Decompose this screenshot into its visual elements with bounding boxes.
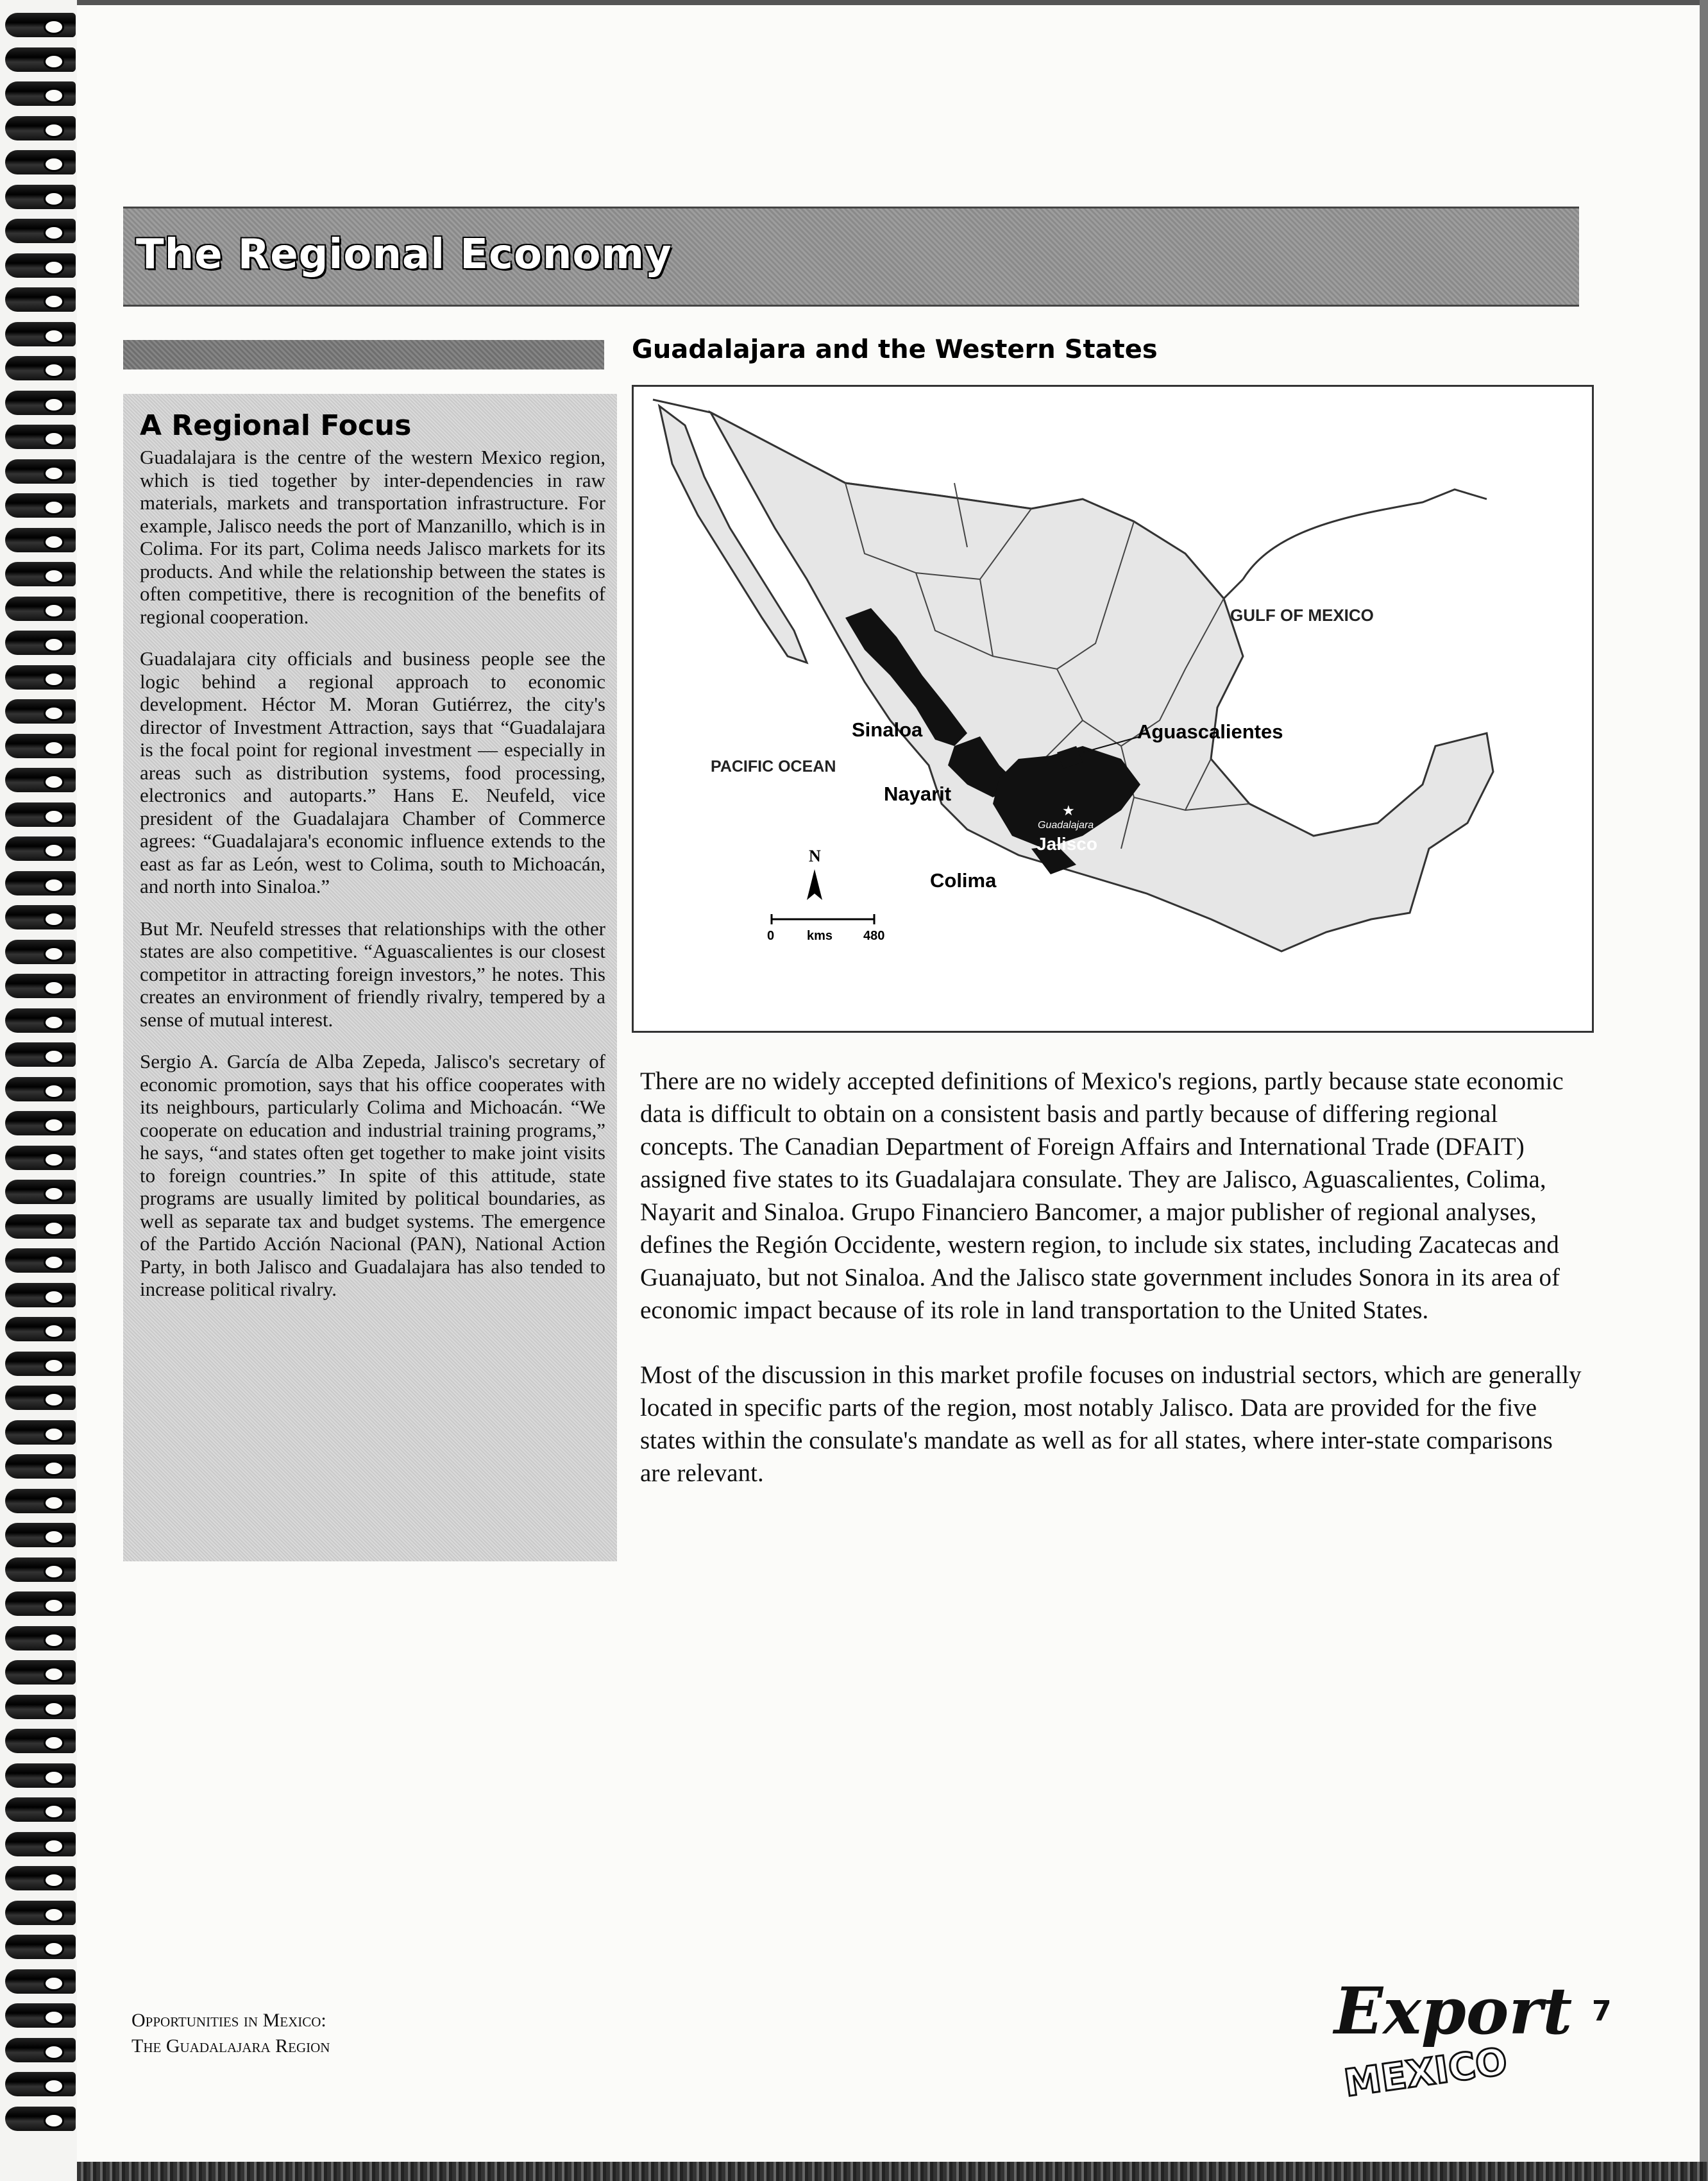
spiral-coil <box>5 1729 76 1753</box>
spiral-coil <box>5 1386 76 1410</box>
spiral-coil <box>5 1763 76 1788</box>
spiral-coil <box>5 1454 76 1479</box>
label-aguascalientes: Aguascalientes <box>1137 720 1283 743</box>
spiral-coil <box>5 974 76 998</box>
logo-bottom-text: MEXICO <box>1341 2039 1510 2105</box>
spiral-coil <box>5 665 76 690</box>
spiral-coil <box>5 493 76 518</box>
label-jalisco: Jalisco <box>1036 834 1097 854</box>
export-mexico-logo <box>1331 1963 1573 2110</box>
spiral-coil <box>5 1489 76 1513</box>
spiral-coil <box>5 1111 76 1135</box>
spiral-coil <box>5 13 76 37</box>
spiral-coil <box>5 2038 76 2062</box>
scale-unit: kms <box>807 929 833 943</box>
spiral-coil <box>5 322 76 346</box>
sidebar-paragraph: Guadalajara is the centre of the western Mexico region, which is tied together by inter-dependencies in raw materials, markets and transportation infrastructure. For example, Jalisco needs the port of Manzanillo, which is in Colima. For its part, Colima needs Jalisco markets for its products. And while the relationship between the states is often competitive, there is recognition of the benefits of regional cooperation. <box>140 446 605 628</box>
spiral-coil <box>5 1832 76 1856</box>
body-text <box>640 1065 1586 1522</box>
spiral-coil <box>5 802 76 827</box>
label-guadalajara: Guadalajara <box>1038 820 1094 831</box>
spiral-coil <box>5 150 76 174</box>
guadalajara-star-icon: ★ <box>1062 803 1075 819</box>
body-paragraph: There are no widely accepted definitions of Mexico's regions, partly because state economic data is difficult to obtain on a consistent basis and partly because of differing regional concepts. The Canadian Department of Foreign Affairs and International Trade (DFAIT) assigned five states to its Guadalajara consulate. They are Jalisco, Aguascalientes, Colima, Nayarit and Sinaloa. Grupo Financiero Bancomer, a major publisher of regional analyses, defines the Región Occidente, western region, to include six states, including Zacatecas and Guanajuato, but not Sinaloa. And the Jalisco state government includes Sonora in its area of economic impact because of its role in land transportation to the United States. <box>640 1067 1564 1324</box>
spiral-coil <box>5 116 76 140</box>
page-edge-top <box>77 0 1708 5</box>
scale-max: 480 <box>863 929 885 943</box>
spiral-coil <box>5 1146 76 1170</box>
spiral-coil <box>5 1008 76 1033</box>
spiral-coil <box>5 219 76 243</box>
spiral-coil <box>5 1214 76 1239</box>
spiral-coil <box>5 940 76 964</box>
logo-top-text: Export <box>1334 1973 1573 2049</box>
spiral-coil <box>5 81 76 106</box>
spiral-binding <box>0 0 83 2181</box>
spiral-coil <box>5 425 76 449</box>
north-arrow-icon <box>807 869 822 900</box>
spiral-coil <box>5 2072 76 2096</box>
footer-line-1: Opportunities in Mexico: <box>131 2010 326 2031</box>
body-paragraph: Most of the discussion in this market profile focuses on industrial sectors, which are generally located in specific parts of the region, most notably Jalisco. Data are provided for the five states within the consulate's mandate as well as for all states, where inter-state comparisons are relevant. <box>640 1361 1582 1487</box>
north-label: N <box>809 847 821 865</box>
gulf-coastline <box>1243 489 1487 579</box>
mexico-mainland <box>711 412 1493 951</box>
spiral-coil <box>5 699 76 724</box>
spiral-coil <box>5 1660 76 1685</box>
spiral-coil <box>5 1317 76 1341</box>
page-edge-bottom <box>77 2162 1708 2181</box>
map-figure <box>632 385 1594 1033</box>
spiral-coil <box>5 1695 76 1719</box>
sidebar-band <box>123 340 604 369</box>
spiral-coil <box>5 734 76 758</box>
spiral-coil <box>5 1797 76 1822</box>
spiral-coil <box>5 1901 76 1925</box>
map-section-title: Guadalajara and the Western States <box>632 335 1158 364</box>
sidebar-paragraph: But Mr. Neufeld stresses that relationships with the other states are also competitive. “Aguascalientes is our closest competitor in attracting foreign investors,” he notes. This creates an environment of friendly rivalry, tempered by a sense of mutual interest. <box>140 917 605 1031</box>
sidebar-heading: A Regional Focus <box>140 409 412 442</box>
spiral-coil <box>5 1042 76 1067</box>
sidebar-paragraph: Guadalajara city officials and business people see the logic behind a regional approach to economic development. Héctor M. Moran Gutiérrez, the city's director of Investment Attraction, says that “Guadalajara is the focal point for regional investment — especially in areas such as distribution systems, food processing, electronics and autoparts.” Hans E. Neufeld, vice president of the Guadalajara Chamber of Commerce agrees: “Guadalajara's economic influence extends to the east as far as León, west to Colima, south to Michoacán, and north into Sinaloa.” <box>140 647 605 897</box>
spiral-coil <box>5 287 76 312</box>
spiral-coil <box>5 47 76 72</box>
spiral-coil <box>5 905 76 929</box>
spiral-coil <box>5 1557 76 1582</box>
spiral-coil <box>5 1283 76 1307</box>
spiral-coil <box>5 1523 76 1547</box>
label-gulf: GULF OF MEXICO <box>1230 606 1374 625</box>
spiral-coil <box>5 356 76 380</box>
spiral-coil <box>5 1420 76 1445</box>
page-title: The Regional Economy <box>136 231 672 278</box>
spiral-coil <box>5 1248 76 1273</box>
spiral-coil <box>5 836 76 861</box>
spiral-coil <box>5 2107 76 2131</box>
page-number: 7 <box>1592 1995 1612 2028</box>
spiral-coil <box>5 1180 76 1204</box>
spiral-coil <box>5 562 76 586</box>
sidebar-box <box>123 394 617 1561</box>
spiral-coil <box>5 1626 76 1651</box>
spiral-coil <box>5 871 76 895</box>
spiral-coil <box>5 185 76 209</box>
spiral-coil <box>5 1352 76 1376</box>
scale-zero: 0 <box>767 929 775 943</box>
spiral-coil <box>5 528 76 552</box>
spiral-coil <box>5 391 76 415</box>
label-nayarit: Nayarit <box>884 783 952 805</box>
spiral-coil <box>5 459 76 484</box>
mexico-map <box>634 387 1592 1031</box>
spiral-coil <box>5 1591 76 1616</box>
spiral-coil <box>5 1077 76 1101</box>
label-sinaloa: Sinaloa <box>852 718 923 741</box>
spiral-coil <box>5 2003 76 2028</box>
footer-publication <box>131 2008 330 2059</box>
page-edge-right <box>1700 0 1708 2181</box>
spiral-coil <box>5 1935 76 1959</box>
spiral-coil <box>5 597 76 621</box>
label-colima: Colima <box>930 869 997 892</box>
spiral-coil <box>5 631 76 655</box>
spiral-coil <box>5 768 76 792</box>
footer-line-2: The Guadalajara Region <box>131 2035 330 2057</box>
spiral-coil <box>5 1969 76 1994</box>
spiral-coil <box>5 253 76 278</box>
spiral-coil <box>5 1866 76 1890</box>
label-pacific: PACIFIC OCEAN <box>711 758 836 776</box>
sidebar-paragraph: Sergio A. García de Alba Zepeda, Jalisco's secretary of economic promotion, says that his office cooperates with its neighbours, particularly Colima and Michoacán. “We cooperate on education and industrial training programs,” he says, “and states often get together to make joint visits to foreign countries.” In spite of this attitude, state programs are usually limited by political boundaries, as well as separate tax and budget systems. The emergence of the Partido Acción Nacional (PAN), National Action Party, in both Jalisco and Guadalajara has also tended to increase political rivalry. <box>140 1050 605 1300</box>
